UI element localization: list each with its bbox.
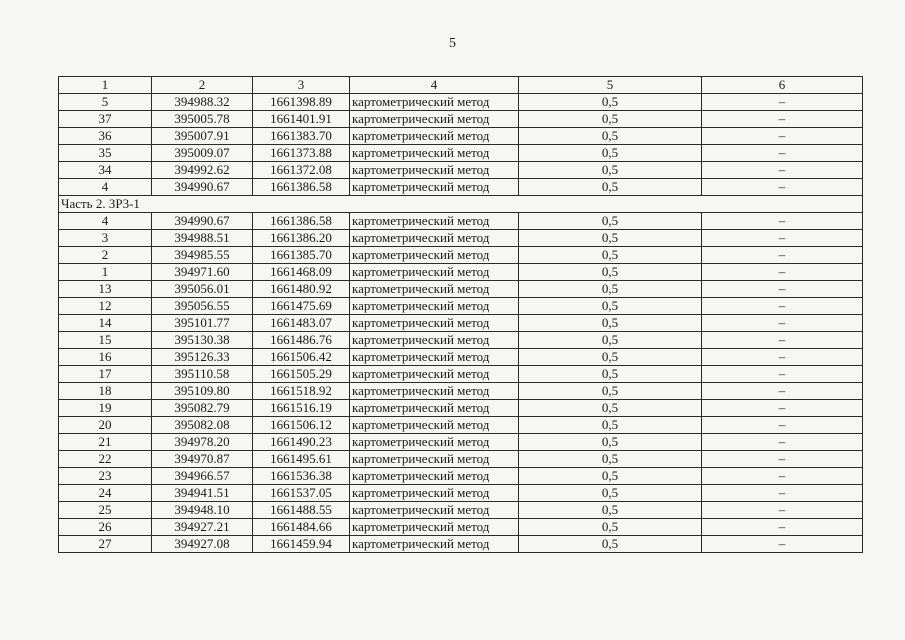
table-cell-col5: 0,5 [519,230,702,247]
table-cell-col6: – [702,468,863,485]
table-cell-col4: картометрический метод [350,366,519,383]
table-cell-col6: – [702,213,863,230]
table-cell-col5: 0,5 [519,298,702,315]
table-cell-col1: 37 [59,111,152,128]
table-cell-col6: – [702,264,863,281]
table-cell-col2: 394948.10 [152,502,253,519]
table-row [59,349,863,366]
table-cell-col5: 0,5 [519,519,702,536]
table-cell-col3: 1661386.20 [253,230,350,247]
header-cell-1: 1 [59,77,152,94]
table-cell-col4: картометрический метод [350,111,519,128]
table-cell-col4: картометрический метод [350,434,519,451]
table-cell-col6: – [702,502,863,519]
table-cell-col6: – [702,162,863,179]
table-cell-col2: 394985.55 [152,247,253,264]
table-cell-col4: картометрический метод [350,468,519,485]
table-cell-col4: картометрический метод [350,230,519,247]
table-cell-col2: 394988.32 [152,94,253,111]
table-row [59,213,863,230]
table-cell-col1: 24 [59,485,152,502]
table-cell-col5: 0,5 [519,281,702,298]
table-cell-col5: 0,5 [519,417,702,434]
table-cell-col2: 394990.67 [152,179,253,196]
header-cell-2: 2 [152,77,253,94]
table-cell-col4: картометрический метод [350,162,519,179]
table-cell-col2: 395005.78 [152,111,253,128]
table-cell-col4: картометрический метод [350,332,519,349]
table-cell-col5: 0,5 [519,111,702,128]
table-cell-col2: 395130.38 [152,332,253,349]
table-row [59,298,863,315]
table-cell-col2: 395101.77 [152,315,253,332]
table-cell-col5: 0,5 [519,383,702,400]
table-cell-col4: картометрический метод [350,179,519,196]
table-cell-col4: картометрический метод [350,213,519,230]
table-cell-col3: 1661385.70 [253,247,350,264]
table-cell-col1: 35 [59,145,152,162]
table-cell-col2: 394992.62 [152,162,253,179]
table-cell-col5: 0,5 [519,434,702,451]
table-cell-col1: 1 [59,264,152,281]
table-cell-col4: картометрический метод [350,400,519,417]
table-cell-col2: 395126.33 [152,349,253,366]
table-cell-col2: 395007.91 [152,128,253,145]
table-cell-col1: 19 [59,400,152,417]
table-cell-col5: 0,5 [519,468,702,485]
table-cell-col1: 14 [59,315,152,332]
table-row [59,485,863,502]
table-cell-col5: 0,5 [519,451,702,468]
table-cell-col5: 0,5 [519,400,702,417]
table-cell-col3: 1661516.19 [253,400,350,417]
table-row [59,417,863,434]
table-cell-col5: 0,5 [519,536,702,553]
table-cell-col4: картометрический метод [350,145,519,162]
table-cell-col3: 1661505.29 [253,366,350,383]
table-cell-col5: 0,5 [519,264,702,281]
table-cell-col3: 1661484.66 [253,519,350,536]
table-cell-col1: 15 [59,332,152,349]
table-cell-col5: 0,5 [519,315,702,332]
table-cell-col6: – [702,485,863,502]
table-cell-col4: картометрический метод [350,128,519,145]
table-cell-col6: – [702,128,863,145]
table-cell-col2: 395110.58 [152,366,253,383]
table-cell-col4: картометрический метод [350,485,519,502]
table-cell-col3: 1661372.08 [253,162,350,179]
table-cell-col2: 394988.51 [152,230,253,247]
table-cell-col2: 394927.08 [152,536,253,553]
table-cell-col3: 1661475.69 [253,298,350,315]
table-cell-col1: 21 [59,434,152,451]
table-cell-col5: 0,5 [519,332,702,349]
table-cell-col3: 1661537.05 [253,485,350,502]
table-cell-col2: 395082.08 [152,417,253,434]
table-cell-col5: 0,5 [519,213,702,230]
table-cell-col5: 0,5 [519,349,702,366]
table-row [59,434,863,451]
table-row [59,128,863,145]
table-cell-col4: картометрический метод [350,536,519,553]
table-cell-col1: 16 [59,349,152,366]
table-cell-col6: – [702,417,863,434]
table-cell-col3: 1661468.09 [253,264,350,281]
table-cell-col6: – [702,536,863,553]
table-cell-col3: 1661383.70 [253,128,350,145]
table-cell-col6: – [702,298,863,315]
table-cell-col5: 0,5 [519,366,702,383]
table-cell-col6: – [702,451,863,468]
table-cell-col6: – [702,332,863,349]
table-cell-col4: картометрический метод [350,383,519,400]
table-cell-col4: картометрический метод [350,298,519,315]
table-cell-col2: 395082.79 [152,400,253,417]
table-cell-col6: – [702,111,863,128]
table-cell-col3: 1661386.58 [253,179,350,196]
table-cell-col6: – [702,179,863,196]
table-header-row [59,77,863,94]
table-cell-col1: 12 [59,298,152,315]
table-cell-col3: 1661506.12 [253,417,350,434]
table-cell-col3: 1661483.07 [253,315,350,332]
table-cell-col3: 1661386.58 [253,213,350,230]
table-cell-col3: 1661486.76 [253,332,350,349]
table-cell-col6: – [702,349,863,366]
table-cell-col1: 4 [59,213,152,230]
table-cell-col2: 394941.51 [152,485,253,502]
table-row [59,230,863,247]
table-cell-col1: 23 [59,468,152,485]
table-row [59,400,863,417]
table-cell-col6: – [702,145,863,162]
header-cell-5: 5 [519,77,702,94]
table-cell-col6: – [702,247,863,264]
table-cell-col3: 1661373.88 [253,145,350,162]
table-cell-col2: 395009.07 [152,145,253,162]
table-cell-col4: картометрический метод [350,519,519,536]
table-cell-col4: картометрический метод [350,315,519,332]
table-cell-col3: 1661518.92 [253,383,350,400]
table-cell-col6: – [702,400,863,417]
table-cell-col4: картометрический метод [350,264,519,281]
table-row [59,247,863,264]
section-row [59,196,863,213]
table-cell-col6: – [702,94,863,111]
table-row [59,179,863,196]
table-cell-col1: 25 [59,502,152,519]
table-row [59,451,863,468]
table-cell-col6: – [702,519,863,536]
table-cell-col3: 1661488.55 [253,502,350,519]
table-cell-col2: 395056.55 [152,298,253,315]
table-cell-col2: 394978.20 [152,434,253,451]
table-cell-col2: 394966.57 [152,468,253,485]
table-row [59,264,863,281]
table-cell-col1: 27 [59,536,152,553]
table-row [59,332,863,349]
table-cell-col3: 1661506.42 [253,349,350,366]
table-row [59,315,863,332]
table-cell-col3: 1661490.23 [253,434,350,451]
table-cell-col4: картометрический метод [350,417,519,434]
header-cell-6: 6 [702,77,863,94]
table-cell-col6: – [702,281,863,298]
table-cell-col1: 22 [59,451,152,468]
table-cell-col1: 2 [59,247,152,264]
table-cell-col6: – [702,383,863,400]
table-row [59,281,863,298]
table-row [59,366,863,383]
table-cell-col1: 17 [59,366,152,383]
table-cell-col5: 0,5 [519,179,702,196]
coordinates-table [58,76,863,553]
table-cell-col4: картометрический метод [350,349,519,366]
table-cell-col5: 0,5 [519,94,702,111]
table-cell-col2: 395056.01 [152,281,253,298]
table-cell-col3: 1661480.92 [253,281,350,298]
table-cell-col1: 36 [59,128,152,145]
table-cell-col1: 5 [59,94,152,111]
table-row [59,162,863,179]
table-cell-col4: картометрический метод [350,451,519,468]
table-cell-col1: 20 [59,417,152,434]
table-cell-col4: картометрический метод [350,94,519,111]
page-number: 5 [449,36,456,51]
header-cell-4: 4 [350,77,519,94]
section-title: Часть 2. ЗР3-1 [59,196,863,213]
table-cell-col4: картометрический метод [350,502,519,519]
table-cell-col1: 3 [59,230,152,247]
table-cell-col1: 13 [59,281,152,298]
table-cell-col6: – [702,230,863,247]
table-cell-col1: 26 [59,519,152,536]
table-cell-col1: 4 [59,179,152,196]
table-cell-col5: 0,5 [519,128,702,145]
table-row [59,383,863,400]
coordinates-table-body [59,77,863,553]
table-cell-col3: 1661459.94 [253,536,350,553]
table-row [59,94,863,111]
table-cell-col6: – [702,434,863,451]
table-cell-col6: – [702,366,863,383]
table-cell-col2: 394971.60 [152,264,253,281]
table-row [59,145,863,162]
table-cell-col1: 34 [59,162,152,179]
table-cell-col5: 0,5 [519,247,702,264]
table-cell-col3: 1661401.91 [253,111,350,128]
header-cell-3: 3 [253,77,350,94]
table-cell-col5: 0,5 [519,145,702,162]
table-cell-col5: 0,5 [519,162,702,179]
table-row [59,111,863,128]
table-cell-col2: 395109.80 [152,383,253,400]
table-cell-col6: – [702,315,863,332]
table-cell-col1: 18 [59,383,152,400]
table-cell-col4: картометрический метод [350,281,519,298]
table-cell-col4: картометрический метод [350,247,519,264]
table-cell-col2: 394927.21 [152,519,253,536]
table-row [59,468,863,485]
table-cell-col3: 1661536.38 [253,468,350,485]
table-cell-col5: 0,5 [519,502,702,519]
table-row [59,502,863,519]
table-row [59,536,863,553]
table-cell-col5: 0,5 [519,485,702,502]
table-row [59,519,863,536]
table-cell-col3: 1661398.89 [253,94,350,111]
table-cell-col2: 394970.87 [152,451,253,468]
table-cell-col3: 1661495.61 [253,451,350,468]
table-cell-col2: 394990.67 [152,213,253,230]
